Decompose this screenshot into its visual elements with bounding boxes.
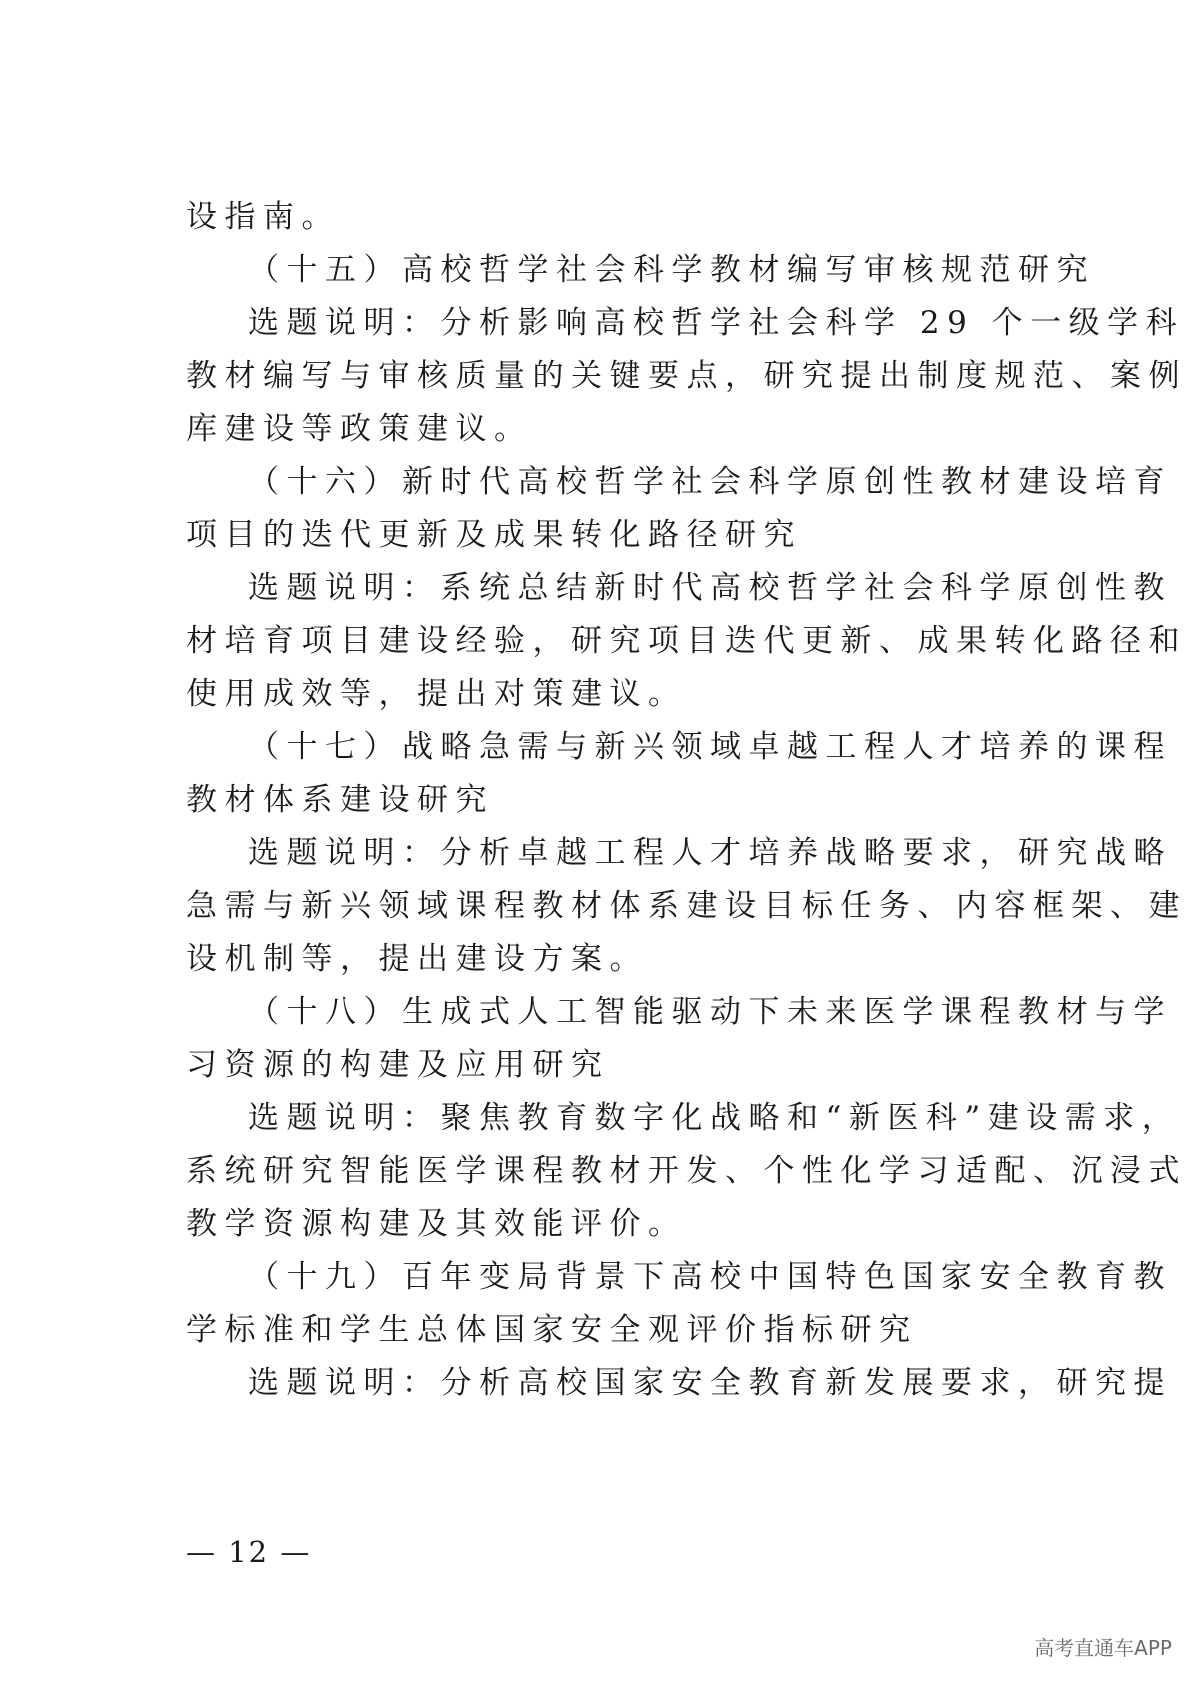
text-line: 选题说明：聚焦教育数字化战略和“新医科”建设需求， [248, 1100, 1181, 1136]
section-heading-17: （十七）战略急需与新兴领域卓越工程人才培养的课程 [248, 729, 1172, 765]
text-line: 系统研究智能医学课程教材开发、个性化学习适配、沉浸式 [186, 1153, 1187, 1189]
watermark-text: 高考直通车APP [1034, 1636, 1172, 1660]
text-line: 习资源的构建及应用研究 [186, 1047, 610, 1083]
text-line: 急需与新兴领域课程教材体系建设目标任务、内容框架、建 [186, 888, 1187, 924]
text-line: 库建设等政策建议。 [186, 411, 533, 447]
text-line: 材培育项目建设经验，研究项目迭代更新、成果转化路径和 [186, 623, 1187, 659]
page-number: — 12 — [186, 1535, 312, 1569]
text-line: 选题说明：分析影响高校哲学社会科学 29 个一级学科 [248, 305, 1185, 341]
section-heading-19: （十九）百年变局背景下高校中国特色国家安全教育教 [248, 1259, 1172, 1295]
text-line: 教材编写与审核质量的关键要点，研究提出制度规范、案例 [186, 358, 1187, 394]
section-heading-16: （十六）新时代高校哲学社会科学原创性教材建设培育 [248, 464, 1172, 500]
text-line: 教材体系建设研究 [186, 782, 494, 818]
text-line: 选题说明：分析高校国家安全教育新发展要求，研究提 [248, 1365, 1172, 1401]
text-line: 选题说明：分析卓越工程人才培养战略要求，研究战略 [248, 835, 1172, 871]
text-line: 设机制等，提出建设方案。 [186, 941, 648, 977]
text-line: 教学资源构建及其效能评价。 [186, 1206, 687, 1242]
section-heading-15: （十五）高校哲学社会科学教材编写审核规范研究 [248, 252, 1095, 288]
text-line: 设指南。 [186, 199, 340, 235]
text-line: 使用成效等，提出对策建议。 [186, 676, 687, 712]
text-line: 项目的迭代更新及成果转化路径研究 [186, 517, 802, 553]
text-line: 选题说明：系统总结新时代高校哲学社会科学原创性教 [248, 570, 1172, 606]
section-heading-18: （十八）生成式人工智能驱动下未来医学课程教材与学 [248, 994, 1172, 1030]
text-line: 学标准和学生总体国家安全观评价指标研究 [186, 1312, 918, 1348]
